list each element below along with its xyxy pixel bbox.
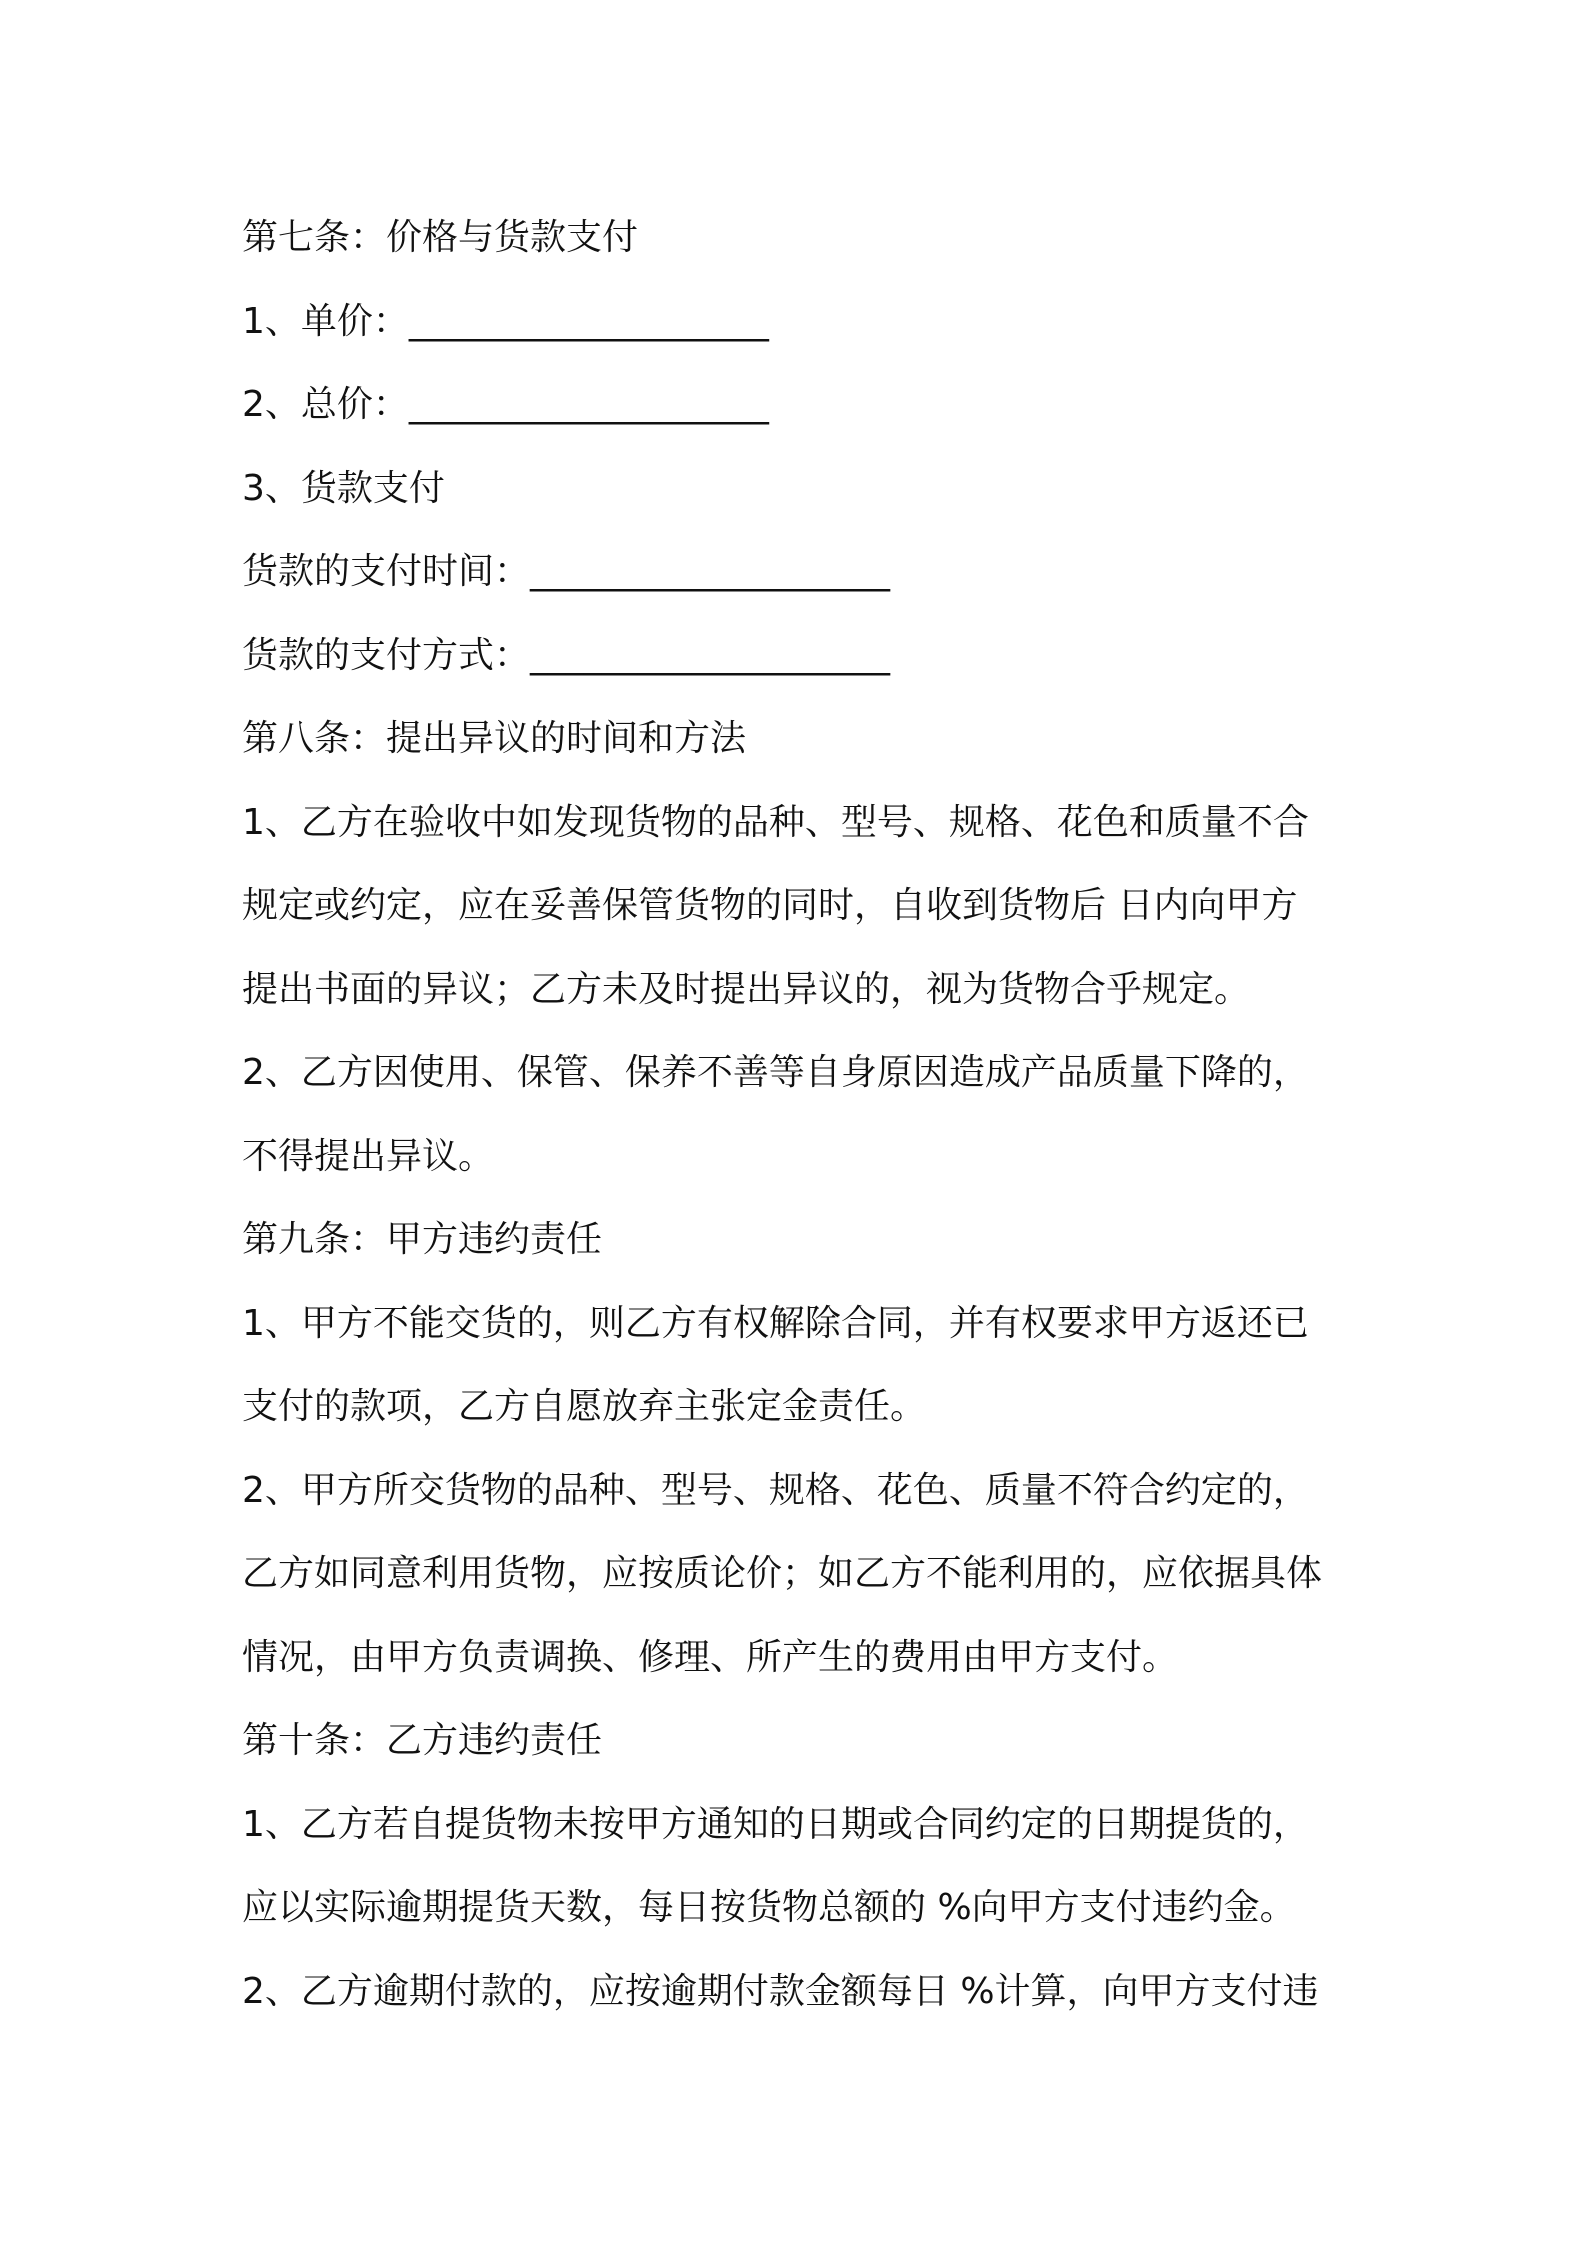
payment-method-line: 货款的支付方式：____________________ <box>242 634 891 676</box>
total-price-line: 2、总价：____________________ <box>242 384 769 425</box>
article-8-clause-1-line-1: 1、乙方在验收中如发现货物的品种、型号、规格、花色和质量不合 <box>242 801 1309 843</box>
payment-time-line: 货款的支付时间：____________________ <box>242 551 891 592</box>
article-10-clause-1-line-2: 应以实际逾期提货天数，每日按货物总额的 %向甲方支付违约金。 <box>242 1887 1296 1928</box>
contract-text <box>242 196 1362 2033</box>
unit-price-line: 1、单价：____________________ <box>242 300 769 342</box>
article-9-clause-2-line-1: 2、甲方所交货物的品种、型号、规格、花色、质量不符合约定的， <box>242 1469 1309 1511</box>
article-10-clause-2-line-1: 2、乙方逾期付款的，应按逾期付款金额每日 %计算，向甲方支付违 <box>242 1970 1319 2012</box>
article-9-clause-1-line-1: 1、甲方不能交货的，则乙方有权解除合同，并有权要求甲方返还已 <box>242 1302 1309 1344</box>
article-9-clause-2-line-3: 情况，由甲方负责调换、修理、所产生的费用由甲方支付。 <box>242 1636 1179 1678</box>
payment-subheading: 3、货款支付 <box>242 467 445 509</box>
article-9-clause-1-line-2: 支付的款项，乙方自愿放弃主张定金责任。 <box>242 1386 927 1427</box>
article-8-clause-1-line-2: 规定或约定，应在妥善保管货物的同时，自收到货物后 日内向甲方 <box>242 885 1298 926</box>
article-10-heading: 第十条：乙方违约责任 <box>242 1720 603 1761</box>
article-8-heading: 第八条：提出异议的时间和方法 <box>242 718 747 759</box>
article-9-clause-2-line-2: 乙方如同意利用货物，应按质论价；如乙方不能利用的，应依据具体 <box>242 1553 1323 1594</box>
article-8-clause-2-line-2: 不得提出异议。 <box>242 1135 495 1177</box>
article-8-clause-2-line-1: 2、乙方因使用、保管、保养不善等自身原因造成产品质量下降的， <box>242 1052 1309 1093</box>
article-9-heading: 第九条：甲方违约责任 <box>242 1219 603 1260</box>
article-7-heading: 第七条：价格与货款支付 <box>242 217 639 258</box>
article-8-clause-1-line-3: 提出书面的异议；乙方未及时提出异议的，视为货物合乎规定。 <box>242 968 1251 1010</box>
article-10-clause-1-line-1: 1、乙方若自提货物未按甲方通知的日期或合同约定的日期提货的， <box>242 1803 1309 1845</box>
